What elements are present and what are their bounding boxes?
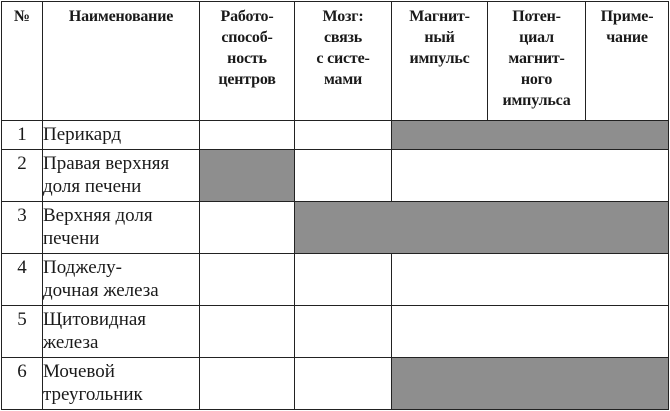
- cell-brain: [295, 306, 392, 358]
- row-number: 5: [2, 306, 43, 358]
- row-name: Верхняя доля печени: [43, 202, 200, 254]
- cell-empty-block: [392, 254, 669, 306]
- row-number: 4: [2, 254, 43, 306]
- table-row: [2, 121, 669, 150]
- header-row: [2, 2, 669, 121]
- header-brain: Мозг: связь с систе- мами: [295, 2, 392, 121]
- header-name: Наименование: [43, 2, 200, 121]
- table-row: [2, 254, 669, 306]
- cell-empty-block: [392, 150, 669, 202]
- cell-capacity-shaded: [200, 150, 295, 202]
- cell-shaded-block: [392, 121, 669, 150]
- cell-brain: [295, 121, 392, 150]
- header-capacity: Работо- способ- ность центров: [200, 2, 295, 121]
- table-row: [2, 202, 669, 254]
- header-number: №: [2, 2, 43, 121]
- row-number: 3: [2, 202, 43, 254]
- cell-brain: [295, 150, 392, 202]
- organ-table: [1, 1, 669, 410]
- row-name: Поджелу- дочная железа: [43, 254, 200, 306]
- cell-empty-block: [392, 306, 669, 358]
- row-name: Щитовидная железа: [43, 306, 200, 358]
- cell-brain: [295, 358, 392, 410]
- cell-shaded-block: [295, 202, 669, 254]
- header-impulse: Магнит- ный импульс: [392, 2, 488, 121]
- cell-capacity: [200, 358, 295, 410]
- row-name: Правая верхняя доля печени: [43, 150, 200, 202]
- cell-capacity: [200, 254, 295, 306]
- row-name: Перикард: [43, 121, 200, 150]
- table-row: [2, 150, 669, 202]
- row-number: 6: [2, 358, 43, 410]
- table-row: [2, 306, 669, 358]
- header-potential: Потен- циал магнит- ного импульса: [488, 2, 586, 121]
- row-name: Мочевой треугольник: [43, 358, 200, 410]
- cell-brain: [295, 254, 392, 306]
- row-number: 2: [2, 150, 43, 202]
- cell-capacity: [200, 306, 295, 358]
- header-note: Приме- чание: [586, 2, 669, 121]
- row-number: 1: [2, 121, 43, 150]
- cell-shaded-block: [392, 358, 669, 410]
- cell-capacity: [200, 202, 295, 254]
- table-row: [2, 358, 669, 410]
- cell-capacity: [200, 121, 295, 150]
